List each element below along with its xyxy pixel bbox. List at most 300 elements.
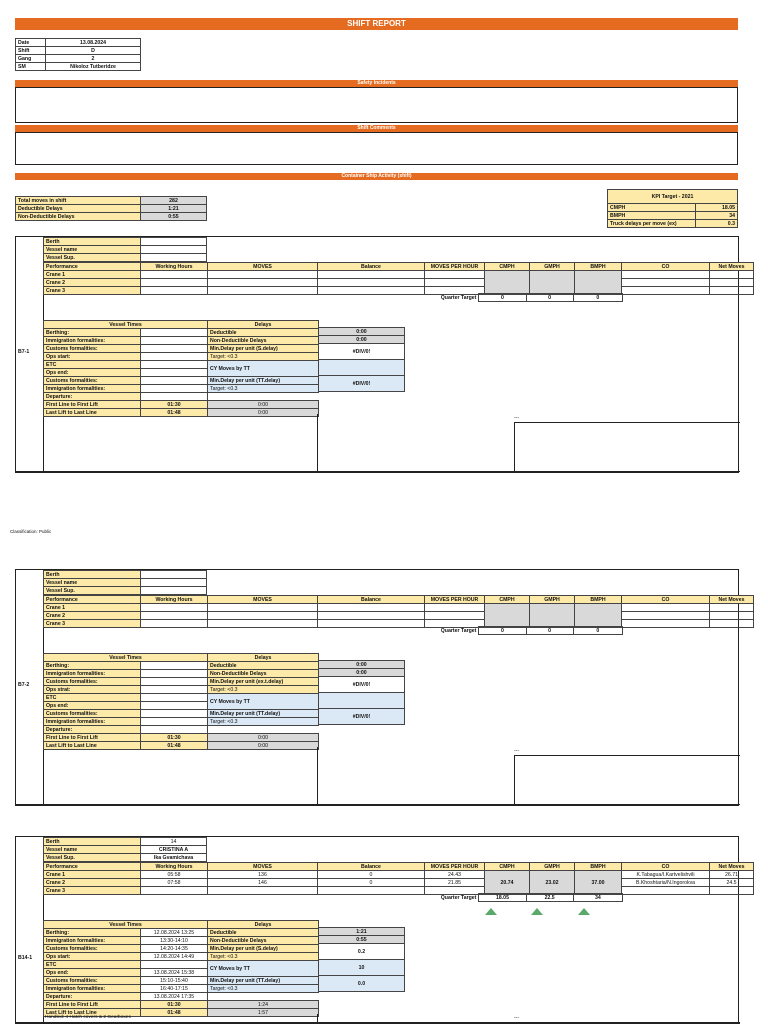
vessel-time-label: Berthing: (44, 929, 141, 937)
quarter-target-label: Quarter Target (440, 894, 477, 901)
crane-working-hours (141, 620, 208, 628)
vessel-time-value (141, 726, 208, 734)
vessel-time-label: Berthing: (44, 329, 141, 337)
col-mph: MOVES PER HOUR (425, 263, 485, 271)
vessel-name-label: Vessel name (44, 246, 141, 254)
deductible-value: 1:21 (141, 205, 207, 213)
non-deductible-label: Non-Deductible Delays (208, 337, 319, 345)
crane-mph (425, 279, 485, 287)
crane-working-hours (141, 279, 208, 287)
crane-co: B.Khoshtaria/N.Ingorokva (622, 879, 710, 887)
col-bmph: BMPH (575, 596, 622, 604)
crane-working-hours (141, 612, 208, 620)
bmph-value: 37.00 (575, 871, 622, 895)
tt-delay-value: 0.0 (319, 976, 405, 992)
crane-moves: 146 (208, 879, 318, 887)
crane-net (710, 271, 754, 279)
vessel-sup-label: Vessel Sup. (44, 854, 141, 862)
performance-label: Performance (44, 263, 141, 271)
quarter-target-label: Quarter Target (440, 294, 477, 301)
first-line-value: 01:30 (141, 1001, 208, 1009)
total-moves-value: 282 (141, 197, 207, 205)
target2-label: Target: <0.3 (208, 985, 319, 993)
notes-box (43, 414, 318, 472)
first-line-label: First Line to First Lift (44, 401, 141, 409)
vessel-times-title: Vessel Times (44, 921, 208, 929)
vessel-sup-value (141, 254, 207, 262)
vessel-time-value: 12.08.2024 13:25 (141, 929, 208, 937)
col-balance: Balance (318, 263, 425, 271)
first-line-label: First Line to First Lift (44, 734, 141, 742)
vessel-time-value (141, 337, 208, 345)
crane-co (622, 279, 710, 287)
vessel-time-label: Ops strat: (44, 686, 141, 694)
vessel-time-value: 12.08.2024 14:49 (141, 953, 208, 961)
quarter-target-cmph: 18.05 (479, 894, 526, 902)
vessel-times-title: Vessel Times (44, 654, 208, 662)
vessel-time-label: ETC (44, 961, 141, 969)
safety-box (15, 87, 738, 123)
quarter-target-label: Quarter Target (440, 627, 477, 634)
kpi-cmph-value: 18.05 (696, 204, 738, 212)
vessel-info-table (43, 570, 207, 595)
col-gmph: GMPH (530, 863, 575, 871)
vessel-sup-label: Vessel Sup. (44, 254, 141, 262)
quarter-target-bmph: 0 (573, 627, 622, 635)
deductible-value: 1:21 (319, 928, 405, 936)
col-working-hours: Working Hours (141, 596, 208, 604)
vessel-time-value: 13.08.2024 15:38 (141, 969, 208, 977)
crane-co (622, 287, 710, 295)
total-moves-label: Total moves in shift (16, 197, 141, 205)
delay-values-table (318, 327, 405, 392)
performance-table (43, 862, 754, 895)
col-moves: MOVES (208, 596, 318, 604)
vessel-time-label: Ops start: (44, 353, 141, 361)
cy-moves-label: CY Moves by TT (208, 694, 319, 710)
shift-label: Shift (16, 47, 46, 55)
sm-label: SM (16, 63, 46, 71)
target-label: Target: <0.3 (208, 953, 319, 961)
crane-name: Crane 2 (44, 279, 141, 287)
vessel-time-value (141, 353, 208, 361)
col-cmph: CMPH (485, 596, 530, 604)
performance-label: Performance (44, 863, 141, 871)
crane-moves (208, 279, 318, 287)
col-balance: Balance (318, 596, 425, 604)
vessel-time-label: Immigration formalities: (44, 718, 141, 726)
berth-value (141, 238, 207, 246)
kpi-title: KPI Target - 2021 (608, 190, 738, 204)
vessel-time-label: Berthing: (44, 662, 141, 670)
non-deductible-label: Non-Deductible Delays (16, 213, 141, 221)
crane-moves: 136 (208, 871, 318, 879)
berth-value: 14 (141, 838, 207, 846)
comments-header: Shift Comments (15, 125, 738, 132)
berth-block (15, 236, 745, 473)
non-deductible-label: Non-Deductible Delays (208, 670, 319, 678)
cmph-value (485, 271, 530, 295)
vessel-time-value (141, 369, 208, 377)
notes-box (43, 747, 318, 805)
gang-value: 2 (46, 55, 141, 63)
crane-balance (318, 604, 425, 612)
crane-balance (318, 271, 425, 279)
vessel-time-value (141, 702, 208, 710)
non-deductible-value: 0:00 (319, 336, 405, 344)
kpi-table (607, 189, 738, 228)
quarter-target-table (416, 893, 623, 902)
col-co: CO (622, 863, 710, 871)
vessel-time-value (141, 345, 208, 353)
crane-balance (318, 887, 425, 895)
crane-mph (425, 612, 485, 620)
col-working-hours: Working Hours (141, 263, 208, 271)
kpi-cmph-label: CMPH (608, 204, 696, 212)
vessel-time-label: Ops end: (44, 369, 141, 377)
non-deductible-label: Non-Deductible Delays (208, 937, 319, 945)
crane-balance (318, 620, 425, 628)
vessel-name-label: Vessel name (44, 846, 141, 854)
cy-moves-value: 10 (319, 960, 405, 976)
cy-moves-label: CY Moves by TT (208, 361, 319, 377)
cmph-value: 20.74 (485, 871, 530, 895)
kpi-truck-label: Truck delays per move (ex) (608, 220, 696, 228)
last-lift-value: 01:48 (141, 409, 208, 417)
last-lift-value2: 0:00 (208, 409, 319, 417)
col-moves: MOVES (208, 263, 318, 271)
vessel-time-value (141, 393, 208, 401)
classification: Classification: Public (10, 529, 52, 534)
notes-text (43, 414, 317, 416)
date-value: 13.08.2024 (46, 39, 141, 47)
col-net-moves: Net Moves (710, 863, 754, 871)
crane-name: Crane 1 (44, 271, 141, 279)
min-delay-value: #DIV/0! (319, 677, 405, 693)
quarter-target-gmph: 0 (526, 627, 573, 635)
vessel-time-label: ETC (44, 361, 141, 369)
crane-net (710, 887, 754, 895)
last-lift-label: Last Lift to Last Line (44, 742, 141, 750)
target2-label: Target: <0.3 (208, 718, 319, 726)
col-mph: MOVES PER HOUR (425, 863, 485, 871)
crane-balance (318, 279, 425, 287)
delays-title: Delays (208, 321, 319, 329)
crane-name: Crane 2 (44, 612, 141, 620)
crane-co (622, 271, 710, 279)
crane-net (710, 612, 754, 620)
delays-title: Delays (208, 921, 319, 929)
non-deductible-value: 0:55 (141, 213, 207, 221)
min-delay-value: #DIV/0! (319, 344, 405, 360)
block-id: B14-1 (18, 955, 33, 961)
vessel-time-label: Departure: (44, 993, 141, 1001)
dash-text: --- (514, 1015, 519, 1021)
non-deductible-value: 0:00 (319, 669, 405, 677)
crane-working-hours (141, 887, 208, 895)
crane-name: Crane 3 (44, 887, 141, 895)
vessel-time-value: 16:40-17:15 (141, 985, 208, 993)
vessel-time-value (141, 377, 208, 385)
crane-name: Crane 2 (44, 879, 141, 887)
vessel-sup-value: Ika Gvamichava (141, 854, 207, 862)
up-arrow-icon (531, 908, 543, 915)
vessel-time-label: Departure: (44, 726, 141, 734)
up-arrow-icon (485, 908, 497, 915)
last-lift-label: Last Lift to Last Line (44, 1009, 141, 1017)
vessel-time-label: Customs formalities: (44, 377, 141, 385)
crane-net: 24.5 (710, 879, 754, 887)
deductible-value: 0:00 (319, 661, 405, 669)
tt-delay-value: #DIV/0! (319, 709, 405, 725)
deductible-label: Deductible (208, 929, 319, 937)
vessel-name-label: Vessel name (44, 579, 141, 587)
notes-text (43, 747, 317, 749)
comments-side-box (514, 755, 740, 805)
crane-moves (208, 887, 318, 895)
crane-name: Crane 3 (44, 287, 141, 295)
delays-title: Delays (208, 654, 319, 662)
kpi-bmph-label: BMPH (608, 212, 696, 220)
crane-balance: 0 (318, 879, 425, 887)
first-line-label: First Line to First Lift (44, 1001, 141, 1009)
vessel-time-label: Ops end: (44, 702, 141, 710)
col-cmph: CMPH (485, 263, 530, 271)
berth-label: Berth (44, 238, 141, 246)
col-moves: MOVES (208, 863, 318, 871)
deductible-value: 0:00 (319, 328, 405, 336)
crane-co (622, 887, 710, 895)
berth-label: Berth (44, 571, 141, 579)
first-line-value2: 0:00 (208, 734, 319, 742)
crane-net (710, 287, 754, 295)
min-delay-value: 0.2 (319, 944, 405, 960)
first-line-value: 01:30 (141, 734, 208, 742)
first-line-value2: 0:00 (208, 401, 319, 409)
vessel-time-label: Ops end: (44, 969, 141, 977)
col-bmph: BMPH (575, 863, 622, 871)
activity-header: Container Ship Activity (shift) (15, 173, 738, 180)
vessel-time-value (141, 385, 208, 393)
quarter-target-bmph: 34 (573, 894, 622, 902)
berth-label: Berth (44, 838, 141, 846)
vessel-time-value (141, 678, 208, 686)
col-co: CO (622, 596, 710, 604)
crane-working-hours (141, 287, 208, 295)
crane-balance (318, 287, 425, 295)
safety-header: Safety Incidents (15, 80, 738, 87)
delay-values-table (318, 660, 405, 725)
crane-balance (318, 612, 425, 620)
cmph-value (485, 604, 530, 628)
bmph-value (575, 604, 622, 628)
crane-moves (208, 271, 318, 279)
cy-moves-value (319, 693, 405, 709)
crane-working-hours: 05:58 (141, 871, 208, 879)
crane-net (710, 604, 754, 612)
col-gmph: GMPH (530, 596, 575, 604)
tt-delay-value: #DIV/0! (319, 376, 405, 392)
first-line-value2: 1:24 (208, 1001, 319, 1009)
vessel-info-table (43, 237, 207, 262)
crane-co (622, 604, 710, 612)
block-id: B7-2 (18, 682, 30, 688)
tt-delay-label: Min.Delay per unit (TT.delay) (208, 377, 319, 385)
crane-net: 26.71 (710, 871, 754, 879)
quarter-target-gmph: 22.5 (526, 894, 573, 902)
col-gmph: GMPH (530, 263, 575, 271)
cy-moves-value (319, 360, 405, 376)
crane-name: Crane 3 (44, 620, 141, 628)
berth-block (15, 569, 745, 806)
performance-table (43, 262, 754, 295)
notes-text: Handled: 4 Hatch covers & 2 Gearboxes (45, 1015, 131, 1020)
crane-working-hours (141, 271, 208, 279)
col-co: CO (622, 263, 710, 271)
last-lift-label: Last Lift to Last Line (44, 409, 141, 417)
crane-working-hours (141, 604, 208, 612)
vessel-times-title: Vessel Times (44, 321, 208, 329)
vessel-time-value (141, 361, 208, 369)
min-delay-label: Min.Delay per unit (S.delay) (208, 945, 319, 953)
cy-moves-label: CY Moves by TT (208, 961, 319, 977)
performance-table (43, 595, 754, 628)
col-bmph: BMPH (575, 263, 622, 271)
totals-table (15, 196, 207, 221)
col-working-hours: Working Hours (141, 863, 208, 871)
deductible-label: Deductible Delays (16, 205, 141, 213)
vessel-time-value: 13.08.2024 17:35 (141, 993, 208, 1001)
berth-block (15, 836, 745, 1024)
min-delay-label: Min.Delay per unit (S.delay) (208, 345, 319, 353)
crane-name: Crane 1 (44, 604, 141, 612)
comments-side-box (514, 422, 740, 472)
vessel-time-label: Departure: (44, 393, 141, 401)
up-arrow-icon (578, 908, 590, 915)
target-label: Target: <0.3 (208, 353, 319, 361)
kpi-truck-value: 0.3 (696, 220, 738, 228)
vessel-times-table (43, 320, 319, 417)
col-cmph: CMPH (485, 863, 530, 871)
tt-delay-label: Min.Delay per unit (TT.delay) (208, 977, 319, 985)
crane-co (622, 612, 710, 620)
vessel-time-label: Customs formalities: (44, 710, 141, 718)
col-net-moves: Net Moves (710, 596, 754, 604)
vessel-times-table (43, 920, 319, 1017)
vessel-time-label: Immigration formalities: (44, 670, 141, 678)
crane-moves (208, 604, 318, 612)
quarter-target-table (416, 626, 623, 635)
quarter-target-bmph: 0 (573, 294, 622, 302)
vessel-time-value (141, 329, 208, 337)
shift-value: D (46, 47, 141, 55)
gmph-value (530, 271, 575, 295)
vessel-time-label: Customs formalities: (44, 977, 141, 985)
non-deductible-value: 0:55 (319, 936, 405, 944)
vessel-time-label: Immigration formalities: (44, 385, 141, 393)
crane-net (710, 620, 754, 628)
quarter-target-gmph: 0 (526, 294, 573, 302)
crane-mph (425, 604, 485, 612)
crane-moves (208, 612, 318, 620)
vessel-info-table (43, 837, 207, 862)
dash-text: --- (514, 415, 519, 421)
delay-values-table (318, 927, 405, 992)
vessel-time-value (141, 694, 208, 702)
report-title: SHIFT REPORT (15, 18, 738, 30)
vessel-time-label: Immigration formalities: (44, 985, 141, 993)
vessel-time-value (141, 686, 208, 694)
vessel-time-value (141, 718, 208, 726)
crane-mph (425, 271, 485, 279)
gmph-value: 23.02 (530, 871, 575, 895)
crane-moves (208, 620, 318, 628)
quarter-target-cmph: 0 (479, 294, 526, 302)
kpi-bmph-value: 34 (696, 212, 738, 220)
vessel-time-value (141, 710, 208, 718)
bmph-value (575, 271, 622, 295)
vessel-time-value: 14:20-14:35 (141, 945, 208, 953)
vessel-time-value: 15:10-15:40 (141, 977, 208, 985)
sm-value: Nikoloz Tutberidze (46, 63, 141, 71)
col-net-moves: Net Moves (710, 263, 754, 271)
crane-co: K.Tabagua/I.Kartvelishvili (622, 871, 710, 879)
gmph-value (530, 604, 575, 628)
vessel-times-table (43, 653, 319, 750)
vessel-time-value (141, 961, 208, 969)
min-delay-label: Min.Delay per unit (ex.t.delay) (208, 678, 319, 686)
berth-value (141, 571, 207, 579)
last-lift-value2: 0:00 (208, 742, 319, 750)
shift-info-table (15, 38, 141, 71)
tt-delay-label: Min.Delay per unit (TT.delay) (208, 710, 319, 718)
quarter-target-cmph: 0 (479, 627, 526, 635)
vessel-name-value: CRISTINA A (141, 846, 207, 854)
crane-balance: 0 (318, 871, 425, 879)
crane-net (710, 279, 754, 287)
col-mph: MOVES PER HOUR (425, 596, 485, 604)
crane-moves (208, 287, 318, 295)
first-line-value: 01:30 (141, 401, 208, 409)
vessel-name-value (141, 246, 207, 254)
target-label: Target: <0.3 (208, 686, 319, 694)
crane-name: Crane 1 (44, 871, 141, 879)
col-balance: Balance (318, 863, 425, 871)
block-id: B7-1 (18, 349, 30, 355)
date-label: Date (16, 39, 46, 47)
gang-label: Gang (16, 55, 46, 63)
last-lift-value2: 1:57 (208, 1009, 319, 1017)
crane-mph: 21.85 (425, 879, 485, 887)
crane-co (622, 620, 710, 628)
performance-label: Performance (44, 596, 141, 604)
vessel-name-value (141, 579, 207, 587)
vessel-time-value (141, 670, 208, 678)
vessel-time-label: Immigration formalities: (44, 337, 141, 345)
vessel-time-label: Customs formalities: (44, 678, 141, 686)
comments-box (15, 132, 738, 165)
vessel-sup-label: Vessel Sup. (44, 587, 141, 595)
quarter-target-table (416, 293, 623, 302)
vessel-time-label: Customs formalities: (44, 345, 141, 353)
deductible-label: Deductible (208, 662, 319, 670)
vessel-time-label: Immigration formalities: (44, 937, 141, 945)
vessel-time-label: Ops start: (44, 953, 141, 961)
crane-mph: 24.43 (425, 871, 485, 879)
vessel-sup-value (141, 587, 207, 595)
vessel-time-value: 13:30-14:10 (141, 937, 208, 945)
notes-box (43, 1014, 318, 1023)
